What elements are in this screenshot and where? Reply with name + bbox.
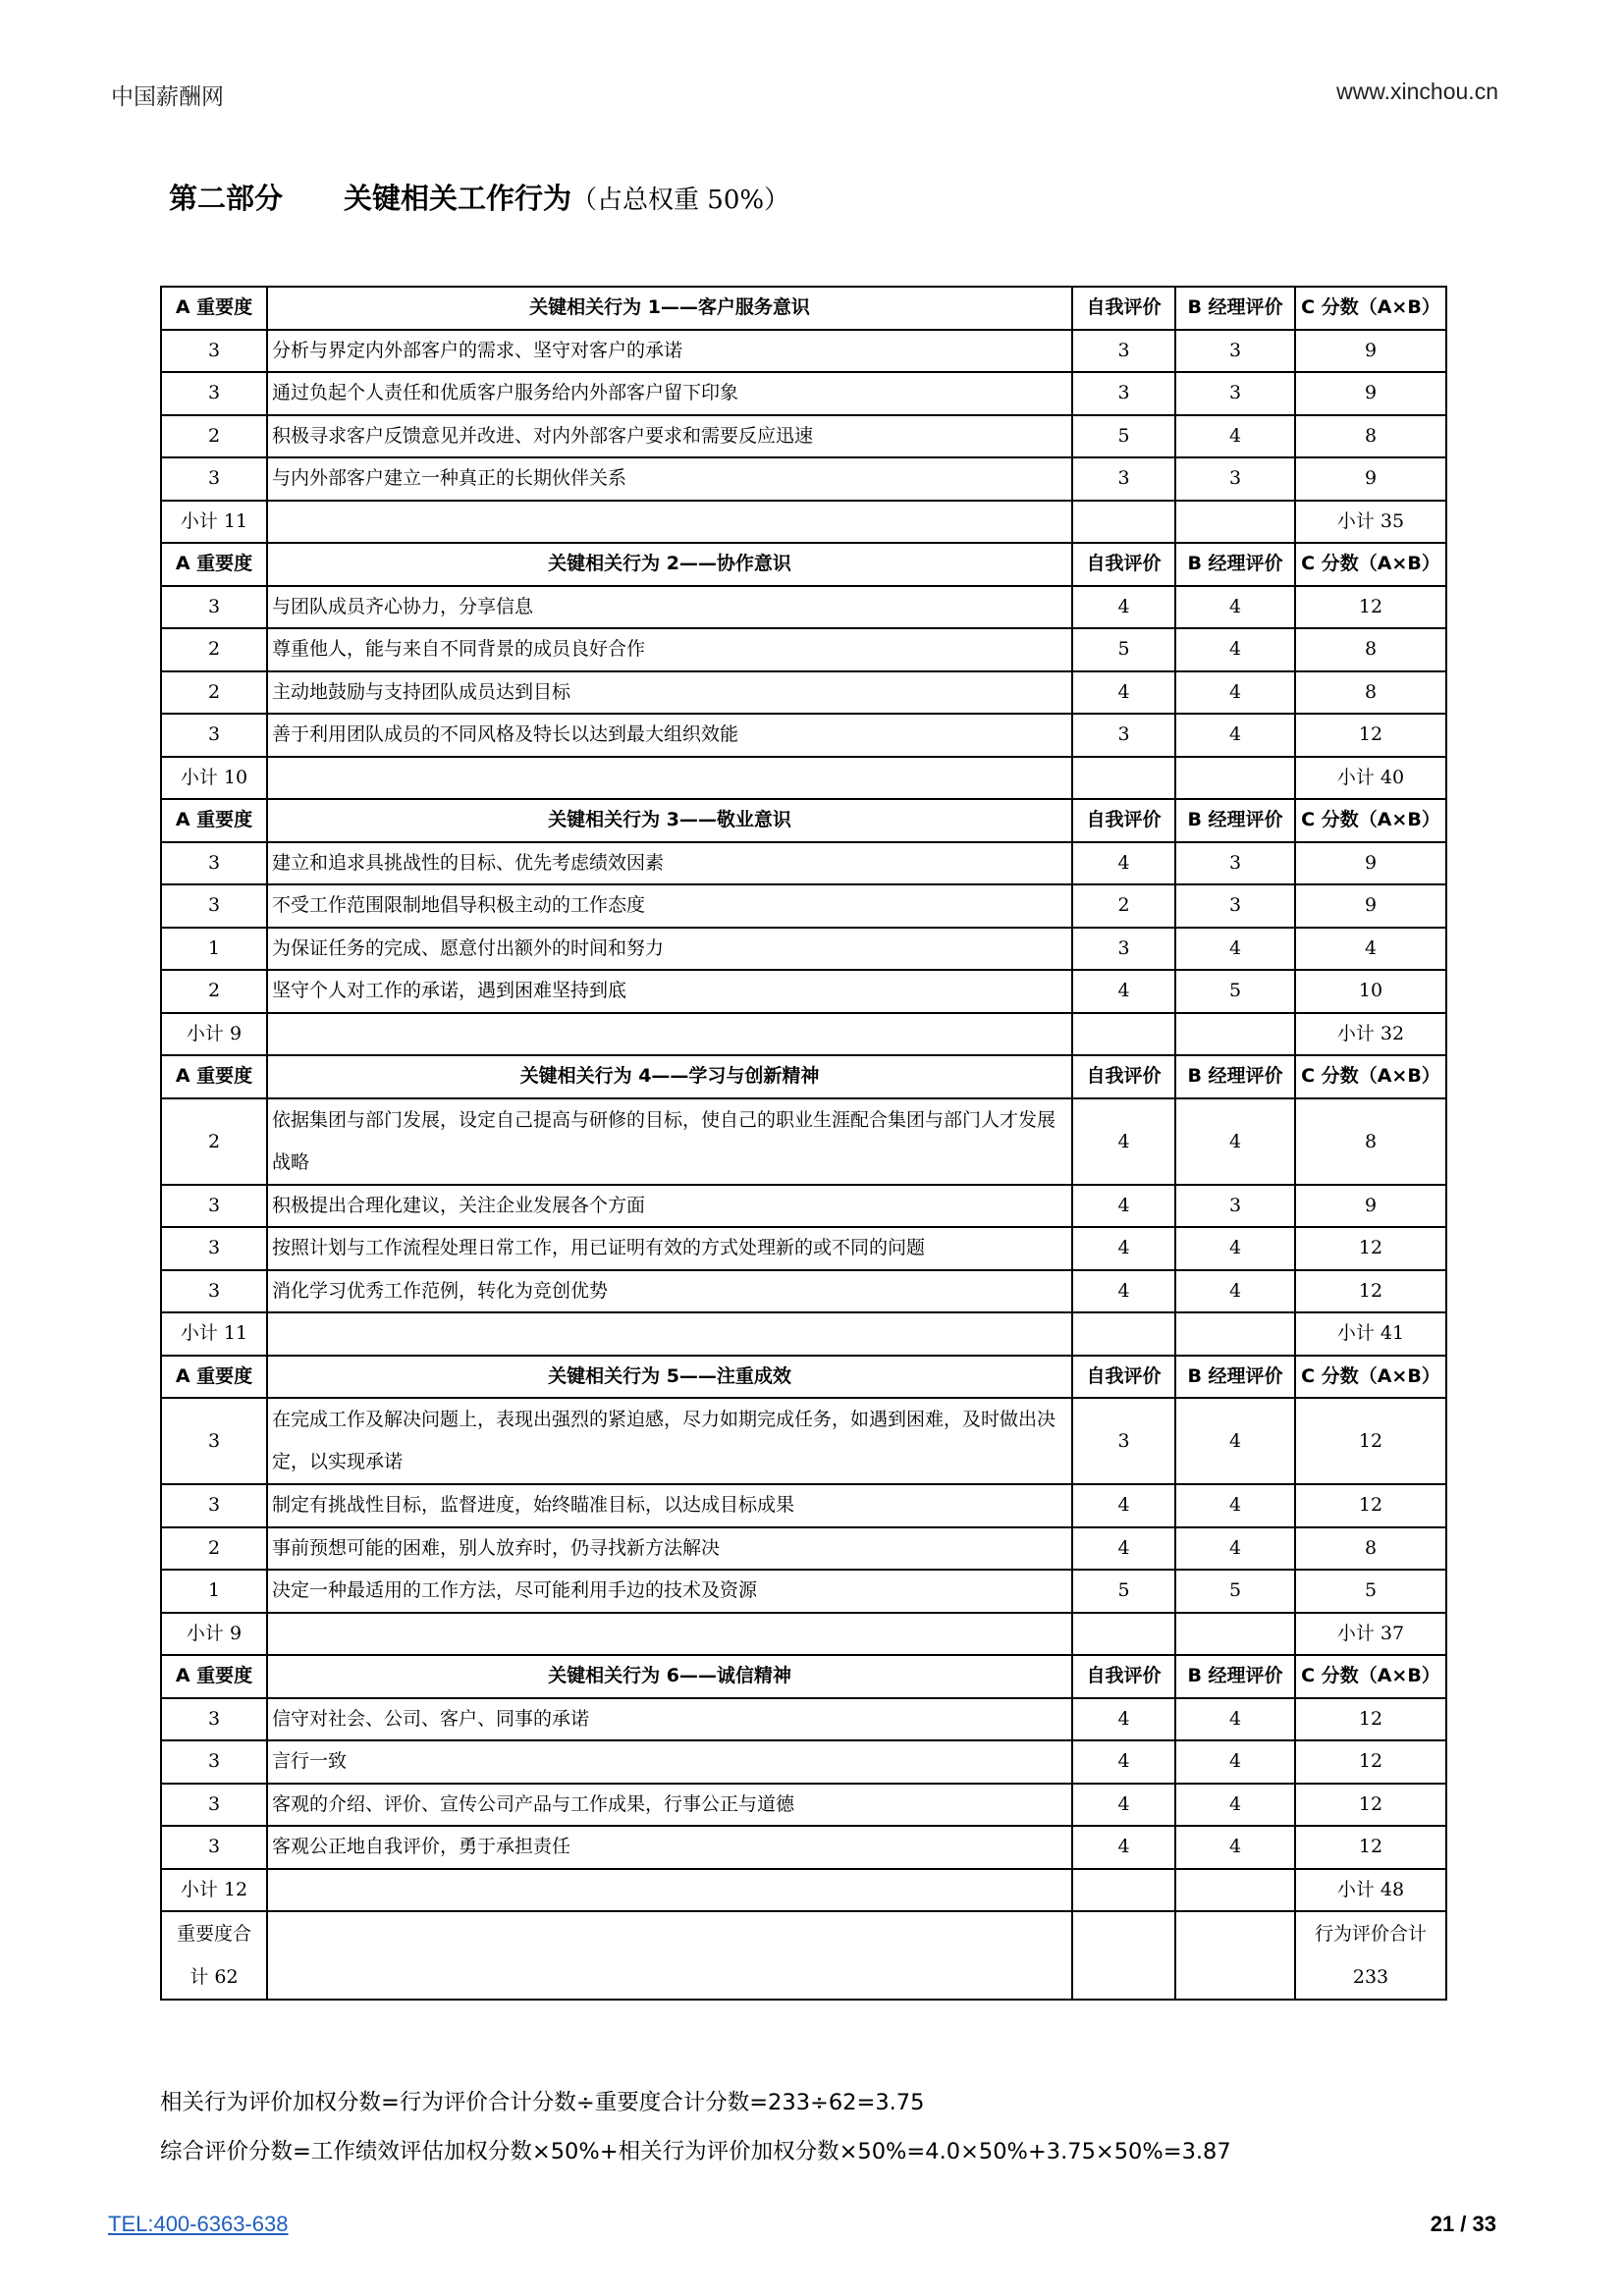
subtotal-score: 小计 48 — [1295, 1869, 1446, 1912]
cell-self-rating: 5 — [1072, 415, 1175, 458]
cell-behavior: 不受工作范围限制地倡导积极主动的工作态度 — [267, 884, 1072, 928]
cell-importance: 1 — [161, 1570, 267, 1613]
cell-self-rating: 3 — [1072, 714, 1175, 757]
total-importance — [161, 1911, 267, 2000]
subtotal-behavior — [267, 1013, 1072, 1056]
cell-behavior: 按照计划与工作流程处理日常工作，用已证明有效的方式处理新的或不同的问题 — [267, 1227, 1072, 1270]
subtotal-manager-rating — [1175, 501, 1295, 544]
cell-behavior: 消化学习优秀工作范例，转化为竞创优势 — [267, 1270, 1072, 1313]
cell-score: 12 — [1295, 1270, 1446, 1313]
cell-manager-rating: 4 — [1175, 1398, 1295, 1484]
subtotal-manager-rating — [1175, 757, 1295, 800]
subtotal-self-rating — [1072, 757, 1175, 800]
cell-manager-rating: 4 — [1175, 1527, 1295, 1571]
header-site-name: 中国薪酬网 — [111, 83, 224, 109]
table-row — [161, 415, 1446, 458]
cell-importance: 3 — [161, 1698, 267, 1741]
header-url[interactable]: www.xinchou.cn — [1336, 79, 1498, 104]
cell-score: 9 — [1295, 842, 1446, 885]
table-row — [161, 884, 1446, 928]
cell-self-rating: 5 — [1072, 628, 1175, 671]
header-self-rating: 自我评价 — [1072, 287, 1175, 330]
header-behavior: 关键相关行为 2——协作意识 — [267, 543, 1072, 586]
empty-cell — [1072, 1911, 1175, 2000]
cell-manager-rating: 4 — [1175, 1826, 1295, 1869]
subtotal-importance: 小计 12 — [161, 1869, 267, 1912]
header-importance: A 重要度 — [161, 799, 267, 842]
table-row — [161, 1740, 1446, 1784]
cell-manager-rating: 4 — [1175, 714, 1295, 757]
cell-behavior: 通过负起个人责任和优质客户服务给内外部客户留下印象 — [267, 372, 1072, 415]
table-row — [161, 330, 1446, 373]
cell-manager-rating: 5 — [1175, 970, 1295, 1013]
cell-behavior: 建立和追求具挑战性的目标、优先考虑绩效因素 — [267, 842, 1072, 885]
cell-importance: 2 — [161, 628, 267, 671]
cell-score: 8 — [1295, 628, 1446, 671]
table-row — [161, 457, 1446, 501]
section-header-row — [161, 1356, 1446, 1399]
subtotal-row — [161, 1869, 1446, 1912]
table-row — [161, 586, 1446, 629]
cell-manager-rating: 4 — [1175, 671, 1295, 715]
cell-behavior: 与内外部客户建立一种真正的长期伙伴关系 — [267, 457, 1072, 501]
cell-self-rating: 2 — [1072, 884, 1175, 928]
cell-importance: 3 — [161, 1484, 267, 1527]
subtotal-behavior — [267, 1613, 1072, 1656]
subtotal-importance: 小计 10 — [161, 757, 267, 800]
cell-score: 10 — [1295, 970, 1446, 1013]
subtotal-importance: 小计 9 — [161, 1613, 267, 1656]
header-importance: A 重要度 — [161, 543, 267, 586]
cell-behavior: 与团队成员齐心协力，分享信息 — [267, 586, 1072, 629]
section-title-weight: （占总权重 50%） — [571, 186, 790, 215]
subtotal-manager-rating — [1175, 1013, 1295, 1056]
subtotal-score: 小计 32 — [1295, 1013, 1446, 1056]
cell-behavior: 言行一致 — [267, 1740, 1072, 1784]
header-self-rating: 自我评价 — [1072, 1055, 1175, 1098]
subtotal-importance: 小计 11 — [161, 501, 267, 544]
cell-importance: 3 — [161, 714, 267, 757]
table-row — [161, 970, 1446, 1013]
cell-manager-rating: 3 — [1175, 457, 1295, 501]
cell-importance: 3 — [161, 1270, 267, 1313]
table-row — [161, 1484, 1446, 1527]
table-row — [161, 1270, 1446, 1313]
section-title — [169, 177, 789, 217]
header-behavior: 关键相关行为 1——客户服务意识 — [267, 287, 1072, 330]
header-manager-rating: B 经理评价 — [1175, 1055, 1295, 1098]
table-row — [161, 372, 1446, 415]
total-importance-line2: 计 62 — [189, 1966, 239, 1988]
header-self-rating: 自我评价 — [1072, 1655, 1175, 1698]
cell-self-rating: 4 — [1072, 1826, 1175, 1869]
cell-behavior: 决定一种最适用的工作方法，尽可能利用手边的技术及资源 — [267, 1570, 1072, 1613]
empty-cell — [1175, 1911, 1295, 2000]
table-row — [161, 671, 1446, 715]
cell-importance: 3 — [161, 1784, 267, 1827]
table-row — [161, 1527, 1446, 1571]
cell-self-rating: 3 — [1072, 1398, 1175, 1484]
section-title-name: 关键相关工作行为 — [344, 182, 572, 215]
page-number: 21 / 33 — [1430, 2212, 1496, 2236]
cell-score: 12 — [1295, 1740, 1446, 1784]
cell-manager-rating: 3 — [1175, 372, 1295, 415]
table-row — [161, 1698, 1446, 1741]
cell-self-rating: 4 — [1072, 1098, 1175, 1185]
header-score: C 分数（A×B） — [1295, 799, 1446, 842]
overall-score-formula: 综合评价分数=工作绩效评估加权分数×50%+相关行为评价加权分数×50%=4.0×50%+3.75×50%=3.87 — [160, 2139, 1231, 2164]
cell-importance: 2 — [161, 1527, 267, 1571]
header-score: C 分数（A×B） — [1295, 287, 1446, 330]
subtotal-importance: 小计 9 — [161, 1013, 267, 1056]
cell-manager-rating: 4 — [1175, 1740, 1295, 1784]
table-row — [161, 1227, 1446, 1270]
cell-importance: 2 — [161, 970, 267, 1013]
cell-self-rating: 4 — [1072, 1185, 1175, 1228]
cell-self-rating: 4 — [1072, 1270, 1175, 1313]
cell-self-rating: 3 — [1072, 372, 1175, 415]
cell-manager-rating: 4 — [1175, 928, 1295, 971]
subtotal-row — [161, 757, 1446, 800]
cell-behavior: 积极寻求客户反馈意见并改进、对内外部客户要求和需要反应迅速 — [267, 415, 1072, 458]
subtotal-behavior — [267, 1312, 1072, 1356]
cell-self-rating: 5 — [1072, 1570, 1175, 1613]
subtotal-score: 小计 35 — [1295, 501, 1446, 544]
cell-score: 12 — [1295, 1227, 1446, 1270]
cell-self-rating: 3 — [1072, 457, 1175, 501]
cell-manager-rating: 4 — [1175, 586, 1295, 629]
subtotal-score: 小计 40 — [1295, 757, 1446, 800]
header-importance: A 重要度 — [161, 1655, 267, 1698]
cell-manager-rating: 4 — [1175, 1270, 1295, 1313]
total-score-line2: 233 — [1352, 1966, 1389, 1988]
cell-self-rating: 4 — [1072, 586, 1175, 629]
header-behavior: 关键相关行为 4——学习与创新精神 — [267, 1055, 1072, 1098]
table-row — [161, 1098, 1446, 1185]
cell-behavior: 尊重他人，能与来自不同背景的成员良好合作 — [267, 628, 1072, 671]
header-behavior: 关键相关行为 3——敬业意识 — [267, 799, 1072, 842]
header-score: C 分数（A×B） — [1295, 1055, 1446, 1098]
header-score: C 分数（A×B） — [1295, 1655, 1446, 1698]
cell-score: 9 — [1295, 372, 1446, 415]
cell-score: 12 — [1295, 714, 1446, 757]
cell-manager-rating: 3 — [1175, 1185, 1295, 1228]
cell-behavior: 制定有挑战性目标，监督进度，始终瞄准目标，以达成目标成果 — [267, 1484, 1072, 1527]
empty-cell — [267, 1911, 1072, 2000]
header-manager-rating: B 经理评价 — [1175, 1655, 1295, 1698]
cell-self-rating: 4 — [1072, 1784, 1175, 1827]
cell-score: 8 — [1295, 1527, 1446, 1571]
cell-importance: 3 — [161, 1398, 267, 1484]
cell-self-rating: 4 — [1072, 671, 1175, 715]
cell-score: 8 — [1295, 1098, 1446, 1185]
subtotal-self-rating — [1072, 1613, 1175, 1656]
header-manager-rating: B 经理评价 — [1175, 287, 1295, 330]
header-behavior: 关键相关行为 6——诚信精神 — [267, 1655, 1072, 1698]
cell-behavior: 依据集团与部门发展，设定自己提高与研修的目标，使自己的职业生涯配合集团与部门人才发展战略 — [267, 1098, 1072, 1185]
cell-score: 12 — [1295, 1698, 1446, 1741]
subtotal-behavior — [267, 501, 1072, 544]
cell-manager-rating: 4 — [1175, 1098, 1295, 1185]
cell-behavior: 在完成工作及解决问题上，表现出强烈的紧迫感，尽力如期完成任务，如遇到困难，及时做出决定，以实现承诺 — [267, 1398, 1072, 1484]
cell-behavior: 客观的介绍、评价、宣传公司产品与工作成果，行事公正与道德 — [267, 1784, 1072, 1827]
cell-self-rating: 4 — [1072, 970, 1175, 1013]
table-row — [161, 928, 1446, 971]
section-header-row — [161, 799, 1446, 842]
cell-score: 12 — [1295, 1484, 1446, 1527]
cell-self-rating: 4 — [1072, 842, 1175, 885]
cell-score: 12 — [1295, 1826, 1446, 1869]
cell-importance: 3 — [161, 1185, 267, 1228]
total-score — [1295, 1911, 1446, 2000]
cell-score: 9 — [1295, 457, 1446, 501]
cell-manager-rating: 4 — [1175, 1484, 1295, 1527]
header-behavior: 关键相关行为 5——注重成效 — [267, 1356, 1072, 1399]
cell-importance: 3 — [161, 330, 267, 373]
cell-importance: 3 — [161, 586, 267, 629]
subtotal-importance: 小计 11 — [161, 1312, 267, 1356]
header-score: C 分数（A×B） — [1295, 1356, 1446, 1399]
table-row — [161, 1570, 1446, 1613]
cell-behavior: 善于利用团队成员的不同风格及特长以达到最大组织效能 — [267, 714, 1072, 757]
table-row — [161, 628, 1446, 671]
cell-self-rating: 3 — [1072, 330, 1175, 373]
cell-behavior: 分析与界定内外部客户的需求、坚守对客户的承诺 — [267, 330, 1072, 373]
header-manager-rating: B 经理评价 — [1175, 543, 1295, 586]
section-header-row — [161, 1055, 1446, 1098]
header-importance: A 重要度 — [161, 1356, 267, 1399]
table-row — [161, 1784, 1446, 1827]
footer-phone-link[interactable]: TEL:400-6363-638 — [108, 2212, 289, 2236]
subtotal-self-rating — [1072, 1869, 1175, 1912]
table-row — [161, 714, 1446, 757]
total-importance-line1: 重要度合 — [176, 1923, 251, 1945]
cell-score: 4 — [1295, 928, 1446, 971]
cell-importance: 3 — [161, 1826, 267, 1869]
cell-behavior: 主动地鼓励与支持团队成员达到目标 — [267, 671, 1072, 715]
cell-importance: 3 — [161, 372, 267, 415]
subtotal-score: 小计 41 — [1295, 1312, 1446, 1356]
header-manager-rating: B 经理评价 — [1175, 1356, 1295, 1399]
cell-self-rating: 4 — [1072, 1527, 1175, 1571]
cell-manager-rating: 4 — [1175, 1784, 1295, 1827]
cell-score: 12 — [1295, 1784, 1446, 1827]
cell-score: 12 — [1295, 1398, 1446, 1484]
cell-self-rating: 4 — [1072, 1698, 1175, 1741]
grand-total-row — [161, 1911, 1446, 2000]
cell-manager-rating: 4 — [1175, 415, 1295, 458]
cell-score: 9 — [1295, 330, 1446, 373]
cell-manager-rating: 5 — [1175, 1570, 1295, 1613]
cell-manager-rating: 4 — [1175, 628, 1295, 671]
subtotal-row — [161, 501, 1446, 544]
cell-importance: 3 — [161, 884, 267, 928]
subtotal-self-rating — [1072, 1312, 1175, 1356]
cell-importance: 3 — [161, 1227, 267, 1270]
subtotal-self-rating — [1072, 1013, 1175, 1056]
cell-self-rating: 3 — [1072, 928, 1175, 971]
subtotal-behavior — [267, 1869, 1072, 1912]
cell-behavior: 事前预想可能的困难，别人放弃时，仍寻找新方法解决 — [267, 1527, 1072, 1571]
cell-importance: 1 — [161, 928, 267, 971]
table-row — [161, 842, 1446, 885]
header-self-rating: 自我评价 — [1072, 799, 1175, 842]
subtotal-manager-rating — [1175, 1312, 1295, 1356]
cell-behavior: 积极提出合理化建议，关注企业发展各个方面 — [267, 1185, 1072, 1228]
subtotal-behavior — [267, 757, 1072, 800]
cell-manager-rating: 3 — [1175, 884, 1295, 928]
cell-behavior: 为保证任务的完成、愿意付出额外的时间和努力 — [267, 928, 1072, 971]
header-importance: A 重要度 — [161, 287, 267, 330]
header-self-rating: 自我评价 — [1072, 1356, 1175, 1399]
cell-score: 9 — [1295, 884, 1446, 928]
table-row — [161, 1826, 1446, 1869]
cell-behavior: 信守对社会、公司、客户、同事的承诺 — [267, 1698, 1072, 1741]
header-score: C 分数（A×B） — [1295, 543, 1446, 586]
cell-manager-rating: 3 — [1175, 330, 1295, 373]
cell-score: 8 — [1295, 415, 1446, 458]
header-importance: A 重要度 — [161, 1055, 267, 1098]
cell-score: 5 — [1295, 1570, 1446, 1613]
section-header-row — [161, 287, 1446, 330]
cell-behavior: 坚守个人对工作的承诺，遇到困难坚持到底 — [267, 970, 1072, 1013]
table-row — [161, 1185, 1446, 1228]
cell-importance: 3 — [161, 457, 267, 501]
cell-importance: 3 — [161, 1740, 267, 1784]
header-self-rating: 自我评价 — [1072, 543, 1175, 586]
cell-self-rating: 4 — [1072, 1484, 1175, 1527]
subtotal-row — [161, 1312, 1446, 1356]
subtotal-row — [161, 1013, 1446, 1056]
cell-score: 8 — [1295, 671, 1446, 715]
subtotal-manager-rating — [1175, 1869, 1295, 1912]
cell-score: 9 — [1295, 1185, 1446, 1228]
cell-score: 12 — [1295, 586, 1446, 629]
cell-importance: 2 — [161, 671, 267, 715]
table-row — [161, 1398, 1446, 1484]
behavior-evaluation-table — [160, 286, 1447, 2001]
cell-manager-rating: 4 — [1175, 1227, 1295, 1270]
subtotal-self-rating — [1072, 501, 1175, 544]
section-header-row — [161, 1655, 1446, 1698]
cell-manager-rating: 3 — [1175, 842, 1295, 885]
total-score-line1: 行为评价合计 — [1314, 1923, 1427, 1945]
section-header-row — [161, 543, 1446, 586]
cell-importance: 2 — [161, 1098, 267, 1185]
subtotal-manager-rating — [1175, 1613, 1295, 1656]
cell-importance: 2 — [161, 415, 267, 458]
cell-manager-rating: 4 — [1175, 1698, 1295, 1741]
cell-behavior: 客观公正地自我评价，勇于承担责任 — [267, 1826, 1072, 1869]
cell-importance: 3 — [161, 842, 267, 885]
header-manager-rating: B 经理评价 — [1175, 799, 1295, 842]
cell-self-rating: 4 — [1072, 1740, 1175, 1784]
subtotal-score: 小计 37 — [1295, 1613, 1446, 1656]
section-title-part: 第二部分 — [169, 182, 284, 215]
cell-self-rating: 4 — [1072, 1227, 1175, 1270]
subtotal-row — [161, 1613, 1446, 1656]
weighted-behavior-score-formula: 相关行为评价加权分数=行为评价合计分数÷重要度合计分数=233÷62=3.75 — [160, 2090, 925, 2115]
